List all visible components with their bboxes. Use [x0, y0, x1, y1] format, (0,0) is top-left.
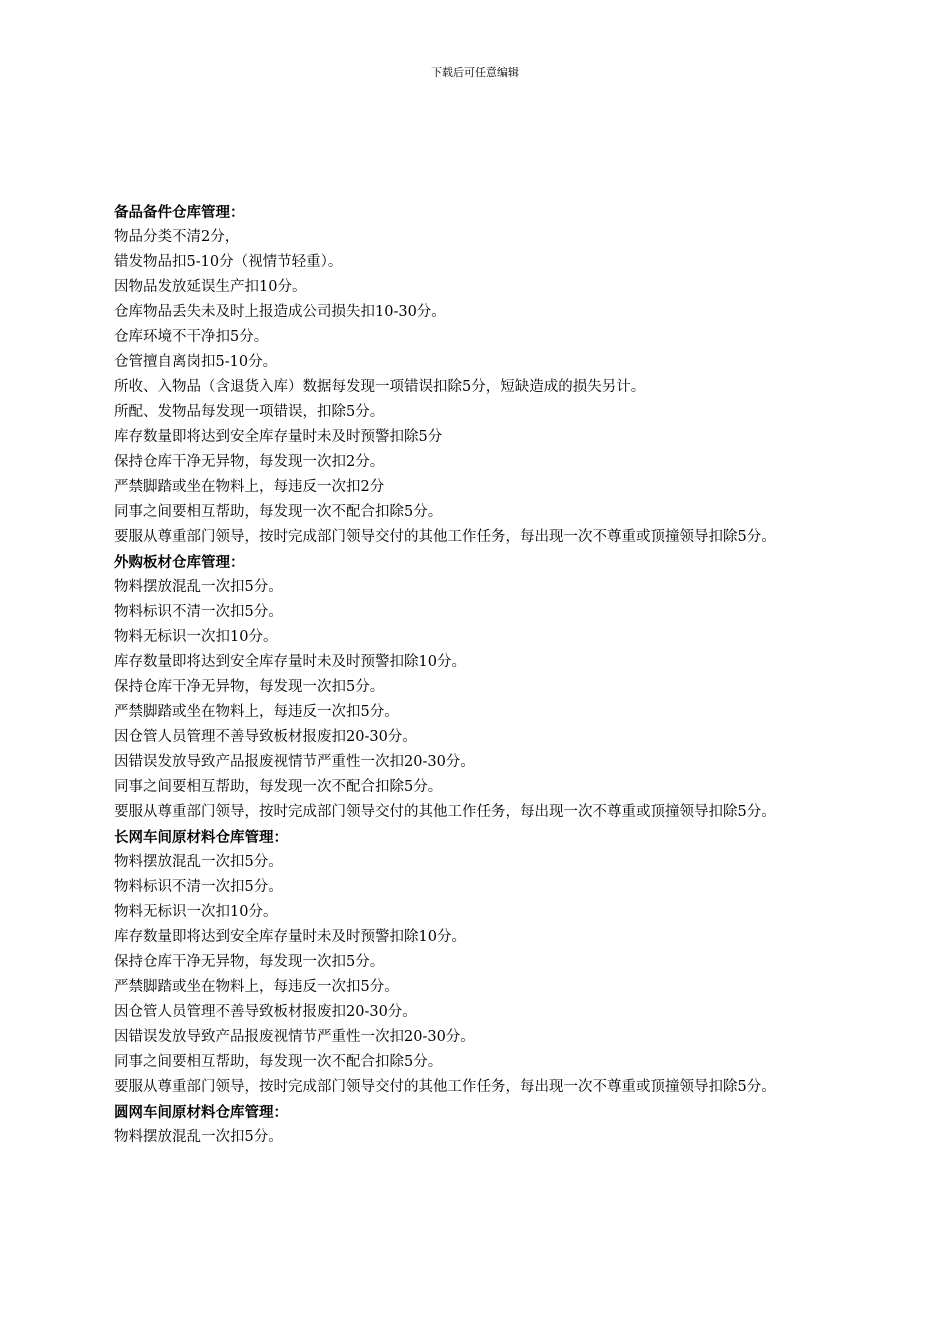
rule-line: 要服从尊重部门领导，按时完成部门领导交付的其他工作任务，每出现一次不尊重或顶撞领导扣除5分。 — [114, 804, 776, 820]
rule-line: 物料摆放混乱一次扣5分。 — [114, 854, 283, 870]
document-body — [114, 200, 836, 1150]
rule-line: 同事之间要相互帮助，每发现一次不配合扣除5分。 — [114, 1054, 443, 1070]
rule-line: 物料标识不清一次扣5分。 — [114, 604, 283, 620]
section-title-cylinder-materials: 圆网车间原材料仓库管理： — [114, 1104, 288, 1121]
section-title-purchased-board: 外购板材仓库管理： — [114, 554, 245, 571]
rule-line: 物料无标识一次扣10分。 — [114, 629, 278, 645]
rule-line: 同事之间要相互帮助，每发现一次不配合扣除5分。 — [114, 779, 443, 795]
rule-line: 物料标识不清一次扣5分。 — [114, 879, 283, 895]
rule-line: 因错误发放导致产品报废视情节严重性一次扣20-30分。 — [114, 754, 475, 770]
rule-line: 因错误发放导致产品报废视情节严重性一次扣20-30分。 — [114, 1029, 475, 1045]
rule-line: 保持仓库干净无异物，每发现一次扣5分。 — [114, 679, 385, 695]
rule-line: 因仓管人员管理不善导致板材报废扣20-30分。 — [114, 1004, 417, 1020]
rule-line: 所配、发物品每发现一项错误，扣除5分。 — [114, 404, 385, 420]
rule-line: 因仓管人员管理不善导致板材报废扣20-30分。 — [114, 729, 417, 745]
rule-line: 仓库环境不干净扣5分。 — [114, 329, 269, 345]
rule-line: 库存数量即将达到安全库存量时未及时预警扣除10分。 — [114, 929, 466, 945]
rule-line: 所收、入物品（含退货入库）数据每发现一项错误扣除5分，短缺造成的损失另计。 — [114, 379, 646, 395]
rule-line: 保持仓库干净无异物，每发现一次扣5分。 — [114, 954, 385, 970]
rule-line: 严禁脚踏或坐在物料上，每违反一次扣5分。 — [114, 704, 399, 720]
rule-line: 同事之间要相互帮助，每发现一次不配合扣除5分。 — [114, 504, 443, 520]
rule-line: 严禁脚踏或坐在物料上，每违反一次扣2分 — [114, 479, 385, 495]
section-title-fourdrinier-materials: 长网车间原材料仓库管理： — [114, 829, 288, 846]
rule-line: 物品分类不清2分， — [114, 229, 240, 245]
rule-line: 仓管擅自离岗扣5-10分。 — [114, 354, 278, 370]
rule-line: 因物品发放延误生产扣10分。 — [114, 279, 307, 295]
rule-line: 要服从尊重部门领导，按时完成部门领导交付的其他工作任务，每出现一次不尊重或顶撞领导扣除5分。 — [114, 529, 776, 545]
rule-line: 库存数量即将达到安全库存量时未及时预警扣除10分。 — [114, 654, 466, 670]
page-header: 下载后可任意编辑 — [431, 66, 519, 79]
rule-line: 物料无标识一次扣10分。 — [114, 904, 278, 920]
rule-line: 错发物品扣5-10分（视情节轻重）。 — [114, 254, 343, 270]
rule-line: 库存数量即将达到安全库存量时未及时预警扣除5分 — [114, 429, 443, 445]
section-title-spare-parts: 备品备件仓库管理： — [114, 204, 245, 221]
rule-line: 仓库物品丢失未及时上报造成公司损失扣10-30分。 — [114, 304, 446, 320]
rule-line: 物料摆放混乱一次扣5分。 — [114, 1129, 283, 1145]
rule-line: 要服从尊重部门领导，按时完成部门领导交付的其他工作任务，每出现一次不尊重或顶撞领导扣除5分。 — [114, 1079, 776, 1095]
rule-line: 物料摆放混乱一次扣5分。 — [114, 579, 283, 595]
rule-line: 保持仓库干净无异物，每发现一次扣2分。 — [114, 454, 385, 470]
rule-line: 严禁脚踏或坐在物料上，每违反一次扣5分。 — [114, 979, 399, 995]
